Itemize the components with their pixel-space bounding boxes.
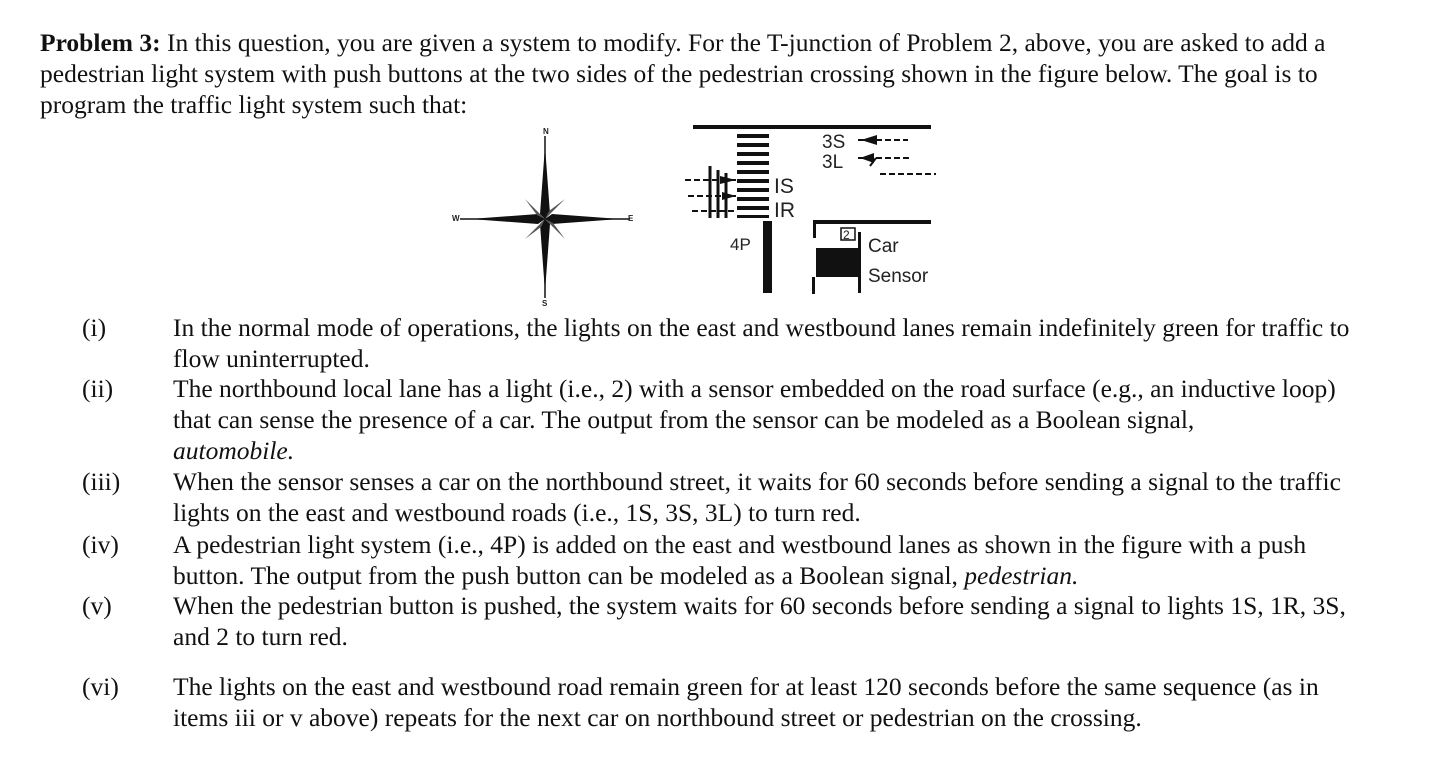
- item-number: (ii): [82, 374, 114, 403]
- light-4p-label: 4P: [730, 235, 751, 254]
- compass-north-label: N: [543, 127, 549, 136]
- sensor-label: Sensor: [868, 266, 929, 287]
- compass-west-label: W: [452, 214, 460, 223]
- light-1s-label: IS: [774, 175, 794, 198]
- item-number: (i): [82, 313, 107, 342]
- item-number: (iii): [82, 467, 121, 496]
- light-3s-label: 3S: [822, 132, 846, 153]
- compass-south-label: S: [542, 299, 548, 308]
- item-text: When the pedestrian button is pushed, the system waits for 60 seconds before sending a signal to lights 1S, 1R, 3S, and 2 to turn red.: [173, 591, 1346, 651]
- item-text: When the sensor senses a car on the northbound street, it waits for 60 seconds before sending a signal to the traffic lights on the east and westbound roads (i.e., 1S, 3S, 3L) to turn red.: [173, 467, 1341, 527]
- item-text: The lights on the east and westbound road remain green for at least 120 seconds before the same sequence (as in items iii or v above) repeats for the next car on northbound street or pedestrian on the crossing.: [173, 672, 1319, 732]
- light-2-label: 2: [843, 228, 850, 242]
- item-text: The northbound local lane has a light (i.e., 2) with a sensor embedded on the road surface (e.g., an inductive loop) that can sense the presence of a car. The output from the sensor can be modeled as a Boolean signal,: [173, 374, 1336, 434]
- item-text-wrap: [173, 373, 1373, 466]
- item-number: (iv): [82, 530, 119, 559]
- item-signal-name: pedestrian.: [964, 561, 1079, 590]
- item-text: A pedestrian light system (i.e., 4P) is added on the east and westbound lanes as shown in the figure with a push button. The output from the push button can be modeled as a Boolean signal,: [173, 530, 1307, 590]
- item-number: (v): [82, 591, 112, 620]
- problem-intro-text: In this question, you are given a system to modify. For the T-junction of Problem 2, above, you are asked to add a pedestrian light system with push buttons at the two sides of the pedestrian crossing shown in the figure below. The goal is to program the traffic light system such that:: [40, 28, 1326, 119]
- problem-heading: Problem 3:: [40, 28, 161, 57]
- compass-east-label: E: [628, 214, 634, 223]
- item-text-wrap: [173, 529, 1373, 591]
- light-1r-label: IR: [774, 199, 795, 222]
- item-number: (vi): [82, 672, 119, 701]
- item-text: In the normal mode of operations, the lights on the east and westbound lanes remain indefinitely green for traffic to flow uninterrupted.: [173, 313, 1350, 373]
- car-label: Car: [868, 236, 899, 257]
- item-signal-name: automobile.: [173, 436, 295, 465]
- light-3l-label: 3L: [822, 152, 844, 173]
